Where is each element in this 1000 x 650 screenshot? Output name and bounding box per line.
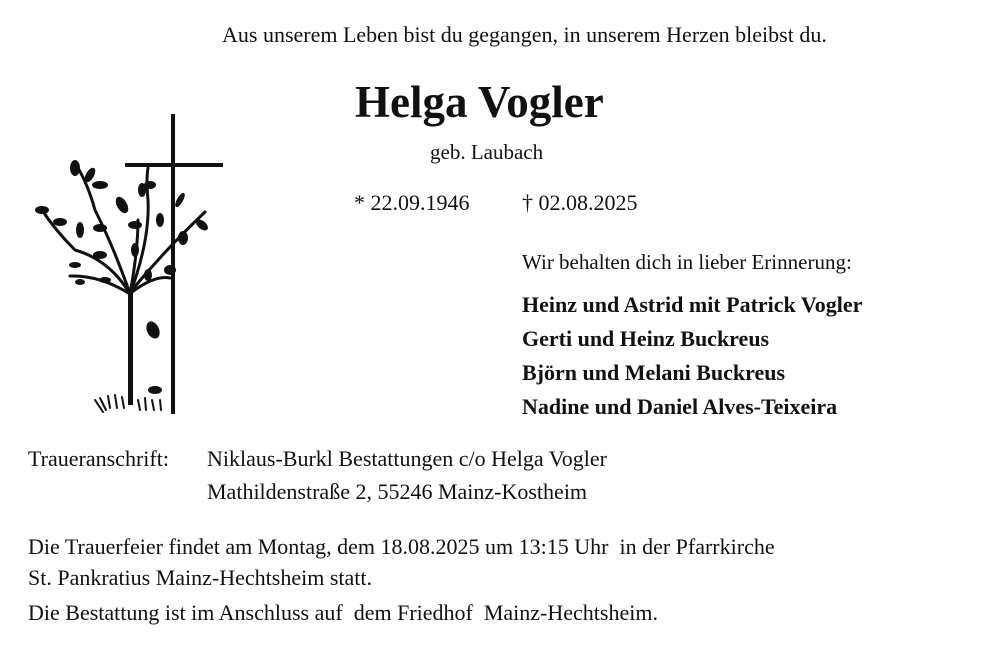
deceased-name: Helga Vogler: [355, 77, 604, 127]
death-date: † 02.08.2025: [522, 190, 638, 215]
remembrance-text: Wir behalten dich in lieber Erinnerung:: [522, 250, 852, 274]
mourner: Heinz und Astrid mit Patrick Vogler: [522, 292, 863, 317]
address-label: Traueranschrift:: [28, 446, 169, 471]
maiden-name: geb. Laubach: [430, 140, 544, 164]
mourner: Gerti und Heinz Buckreus: [522, 326, 770, 351]
burial-text: Die Bestattung ist im Anschluss auf dem Friedhof Mainz-Hechtsheim.: [28, 600, 658, 625]
ceremony-line-1: Die Trauerfeier findet am Montag, dem 18.08.2025 um 13:15 Uhr in der Pfarrkirche: [28, 534, 775, 559]
address-line-1: Niklaus-Burkl Bestattungen c/o Helga Vogler: [207, 446, 608, 471]
mourner: Björn und Melani Buckreus: [522, 360, 786, 385]
birth-date: * 22.09.1946: [354, 190, 470, 215]
ceremony-line-2: St. Pankratius Mainz-Hechtsheim statt.: [28, 565, 372, 590]
tree-and-cross-icon: [0, 0, 240, 430]
mourner: Nadine und Daniel Alves-Teixeira: [522, 394, 838, 419]
motto: Aus unserem Leben bist du gegangen, in unserem Herzen bleibst du.: [222, 22, 827, 47]
address-line-2: Mathildenstraße 2, 55246 Mainz-Kostheim: [207, 479, 588, 504]
